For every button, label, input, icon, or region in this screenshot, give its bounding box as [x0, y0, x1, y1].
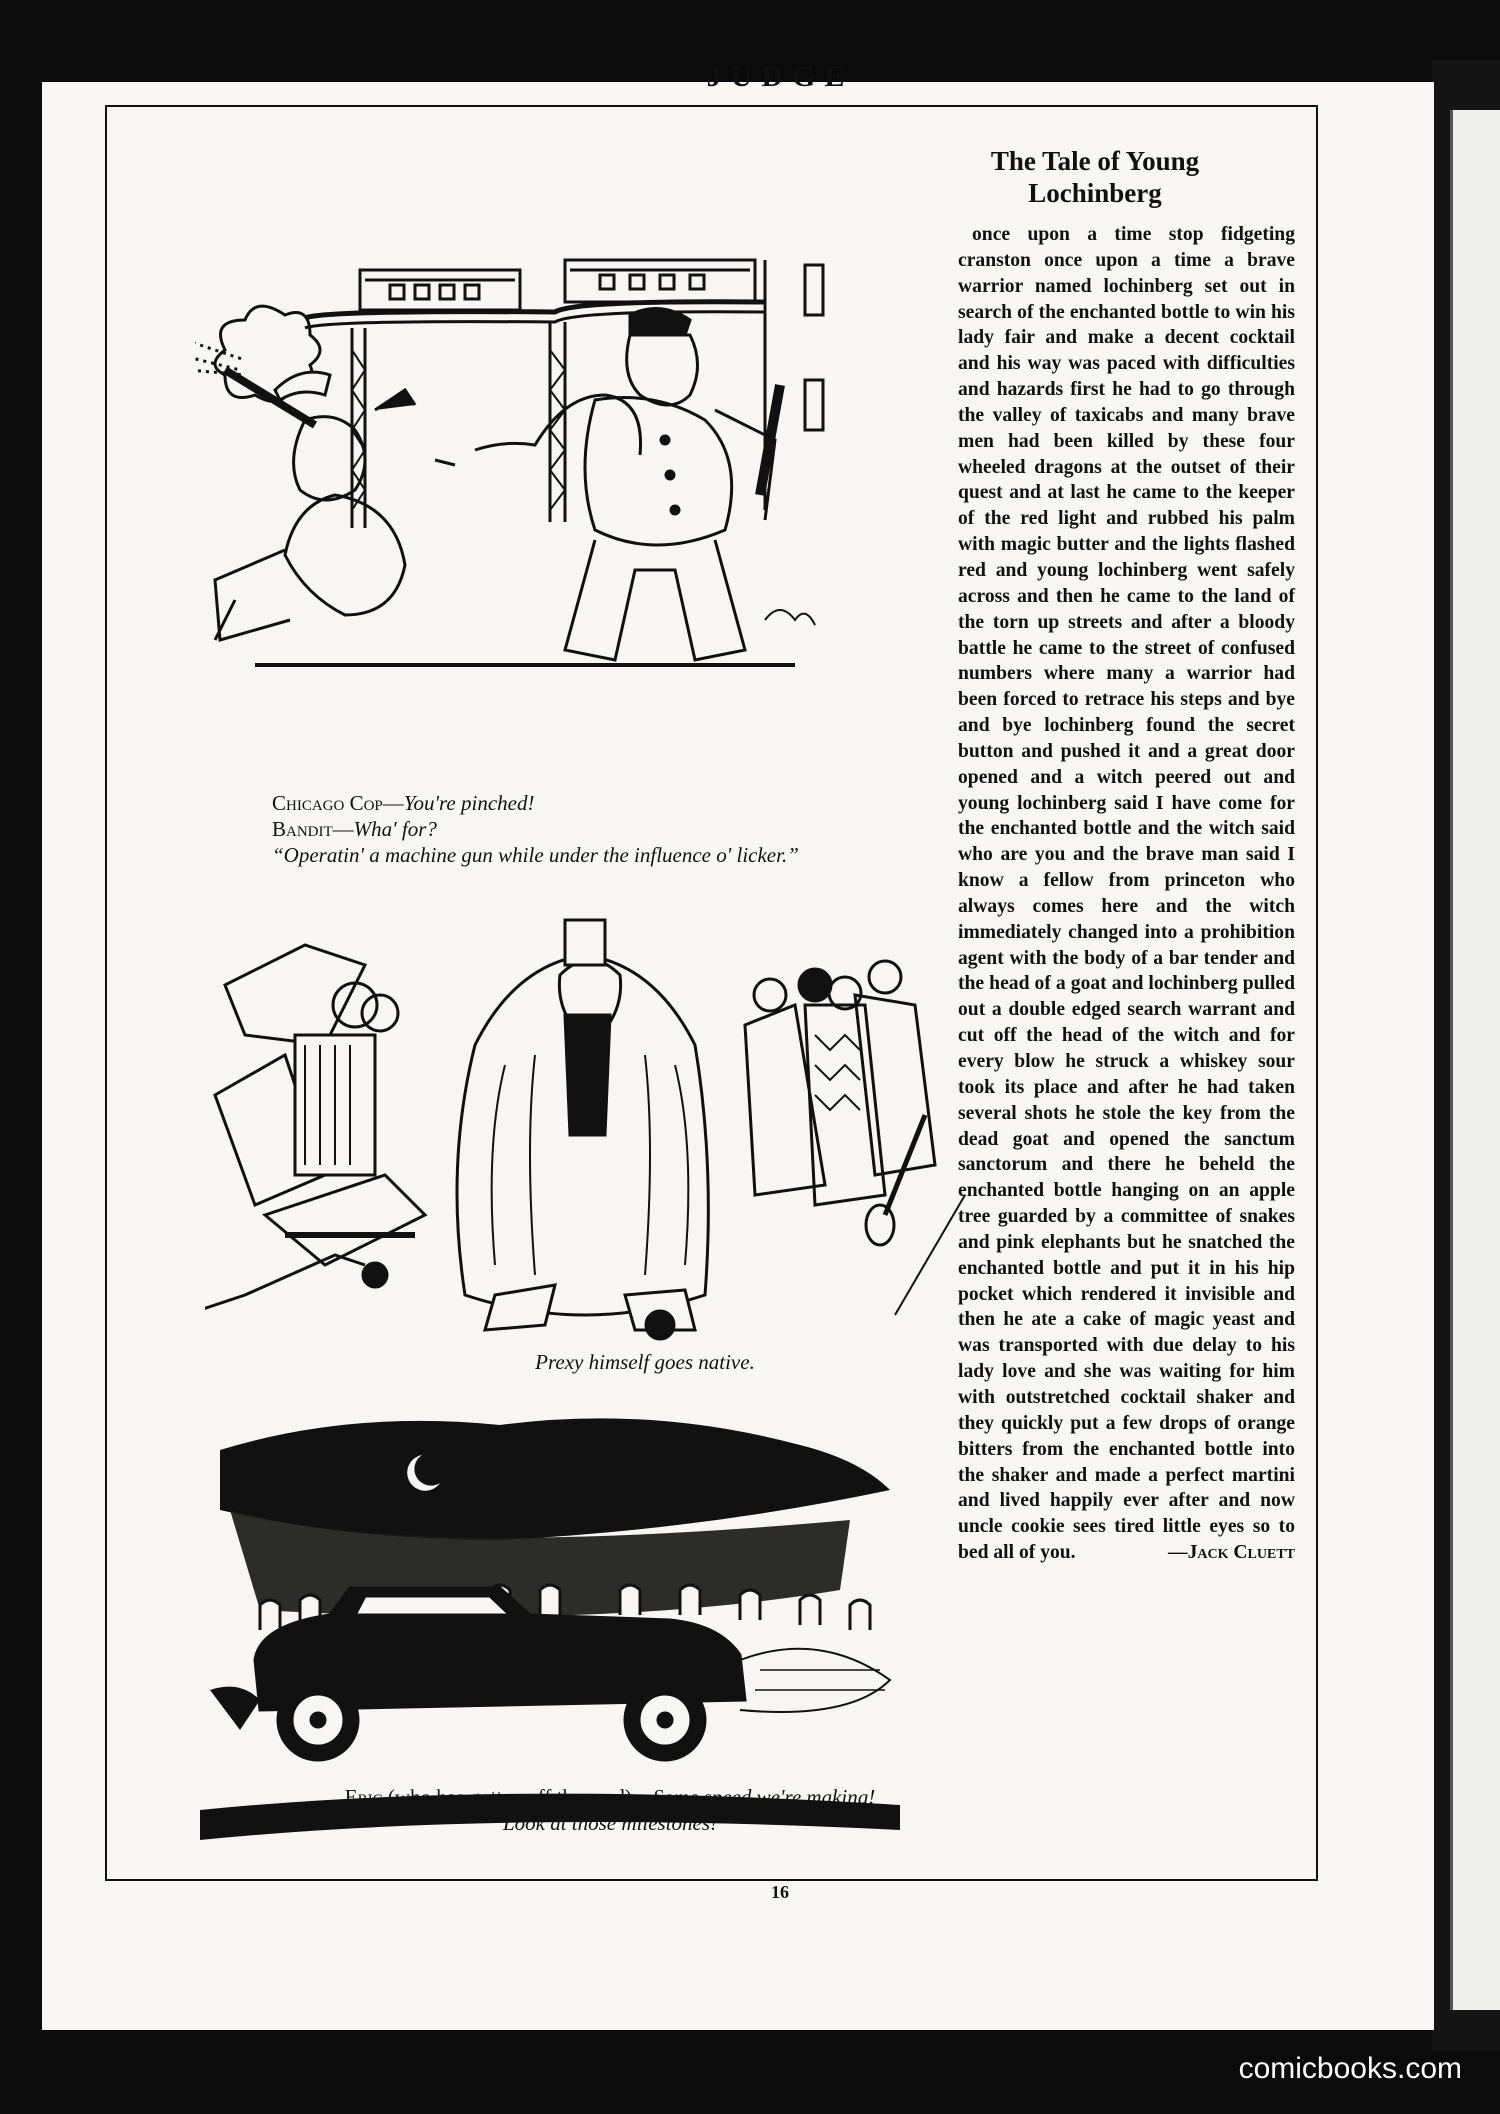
- facing-page-edge: [1450, 110, 1500, 2010]
- cartoon-prexy-goes-native: [205, 895, 975, 1355]
- masthead: JUDGE: [706, 60, 854, 93]
- story-text: once upon a time stop fidgeting cranston once upon a time a brave warrior named lochinberg set out in search of the enchanted bottle to win his lady fair and make a decent cocktail and his way was paced with difficulties and hazards first he had to go through the valley of taxicabs and many brave men had been killed by these four wheeled dragons at the outset of their quest and at last he came to the keeper of the red light and rubbed his palm with magic butter and the lights flashed red and young lochinberg went safely across and then he came to the land of the torn up streets and after a bloody battle he came to the street of confused numbers where many a warrior had been forced to retrace his steps and bye and bye lochinberg found the secret button and pushed it and a great door opened and a witch peered out and young lochinberg said I have come for the enchanted bottle and the witch said who are you and the brave man said I know a fellow from princeton who always comes here and the witch immediately changed into a prohibition agent with the body of a bar tender and the head of a goat and lochinberg pulled out a double edged search warrant and cut off the head of the witch and for every blow he struck a whiskey sour took its place and after he had taken several shots he stole the key from the dead goat and opened the sanctum sanctorum and there he beheld the enchanted bottle hanging on an apple tree guarded by a committee of snakes and pink elephants but he snatched the enchanted bottle and put it in his hip pocket which rendered it invisible and then he ate a cake of magic yeast and was transported with due delay to his lady love and she was waiting for him with outstretched cocktail shaker and they quickly put a few drops of orange bitters from the enchanted bottle into the shaker and made a perfect martini and lived happily ever after and now uncle cookie sees tired little eyes so to bed all of you.: [958, 224, 1295, 1564]
- dialogue-eric-2: Look at those milestones!: [502, 1811, 718, 1835]
- dialogue-eric: Some speed we're making!: [652, 1785, 876, 1809]
- story-body: [958, 222, 1295, 1566]
- story-title-line-1: The Tale of Young: [990, 146, 1200, 176]
- dialogue-cop-reply: “Operatin' a machine gun while under the influence o' licker.”: [272, 843, 799, 867]
- eric-aside: (who has gotten off the road)—: [387, 1785, 653, 1809]
- story-byline: —Jack Cluett: [1167, 1542, 1295, 1564]
- story-title-line-2: Lochinberg: [1028, 178, 1162, 208]
- watermark: comicbooks.com: [1238, 2052, 1462, 2085]
- caption-line-eric: [240, 1784, 980, 1810]
- cartoon-prexy-caption: Prexy himself goes native.: [535, 1350, 755, 1374]
- dialogue-cop: You're pinched!: [403, 791, 535, 815]
- dialogue-bandit: Wha' for?: [353, 817, 437, 841]
- caption-line-bandit: Bandit—Wha' for?: [272, 817, 437, 841]
- speaker-bandit: Bandit: [272, 817, 333, 841]
- cartoon-eric-caption: [240, 1784, 980, 1836]
- speaker-cop: Chicago Cop: [272, 791, 383, 815]
- cartoon-cop-caption: [272, 790, 972, 868]
- cartoon-cop-and-bandit: [195, 240, 995, 770]
- story-title: [950, 145, 1240, 209]
- caption-line-cop: Chicago Cop—You're pinched!: [272, 791, 535, 815]
- speaker-eric: Eric: [344, 1785, 383, 1809]
- page-number: 16: [771, 1882, 789, 1902]
- story-paragraph: [958, 222, 1295, 1566]
